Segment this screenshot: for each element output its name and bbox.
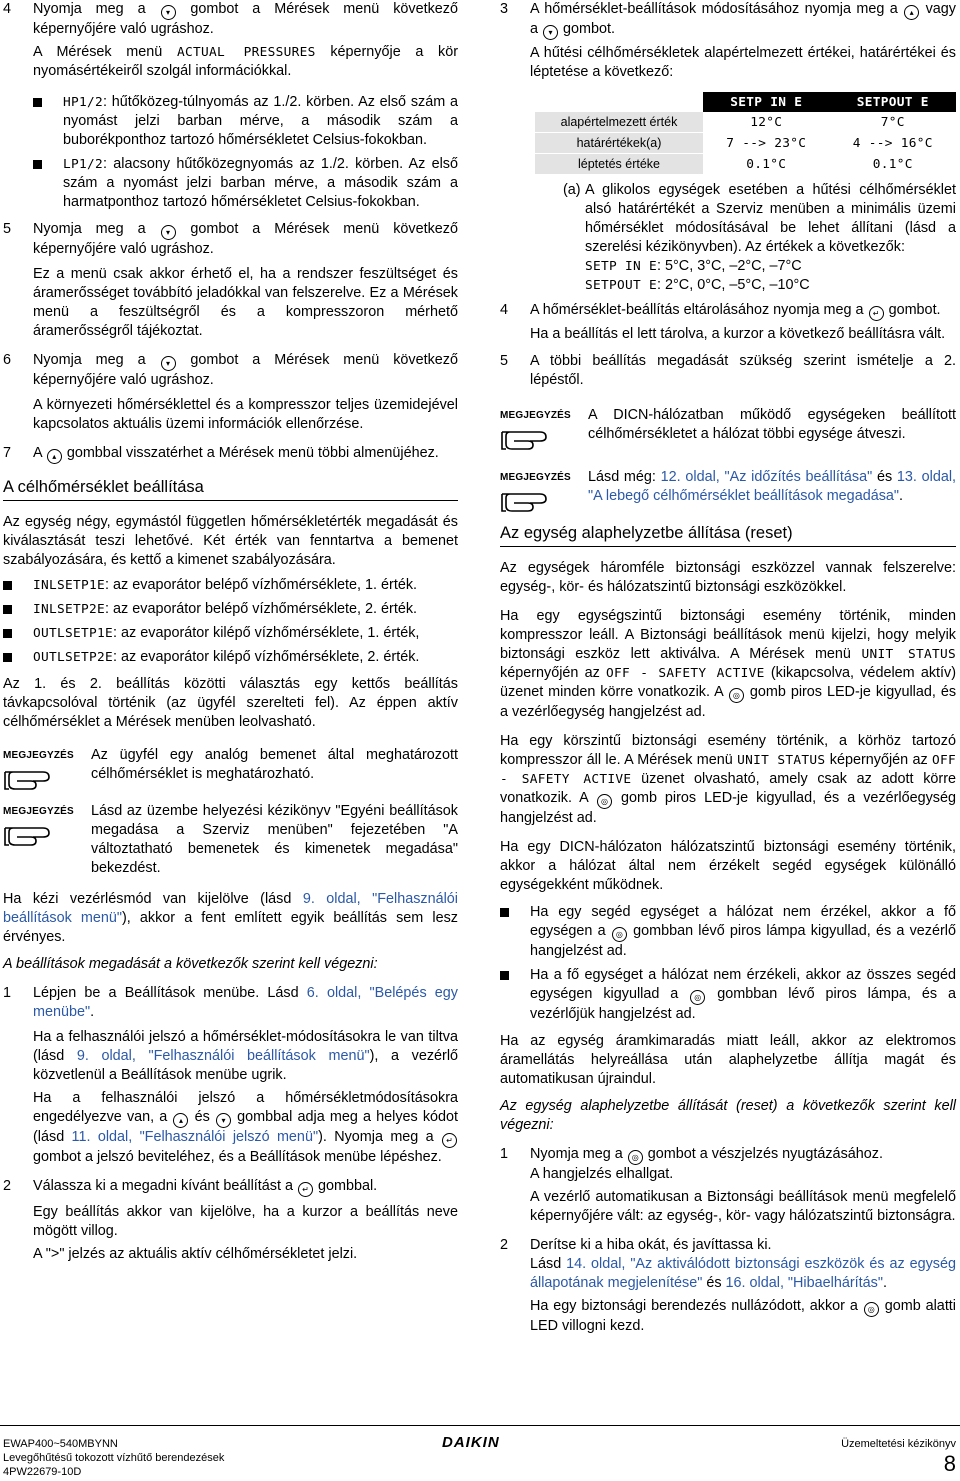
note-box: MEGJEGYZÉS A DICN-hálózatban működő egységeken beállított célhőmérsékletet a hálózat többi egysége átveszi.	[500, 406, 956, 450]
down-button-icon: ▾	[161, 225, 176, 240]
step-6: 6 Nyomja meg a ▾ gombot a Mérések menü következő képernyőjére való ugráshoz. A környezeti hőmérséklettel és a kompresszor teljes üzemidejével kapcsolatos aktuális üzemi információk ellenőrzése.	[3, 352, 458, 432]
step-5: 5 Nyomja meg a ▾ gombot a Mérések menü következő képernyőjére való ugráshoz. Ez a menü csak akkor érhető el, ha a rendszer feszültséget és áramerősséget továbbító jeladókkal van felszerelve. Ez a Mérések menü a feszültségről és a kompresszoron mérhető áramerősségről tájékoztat.	[3, 221, 458, 339]
reset-step-1: 1 Nyomja meg a ◎ gombot a vészjelzés nyugtázásához. A hangjelzés elhallgat. A vezérlő automatikusan a Biztonsági beállítások menü megfelelő képernyőjére vált: az egység-, kör- vagy hálózatszintű biztonságra.	[500, 1146, 956, 1224]
bullet-icon	[500, 908, 509, 917]
note-box: MEGJEGYZÉS Lásd még: 12. oldal, "Az időzítés beállítása" és 13. oldal, "A lebegő célhőmérséklet beállítások megadása".	[500, 468, 956, 512]
setp-bullet: OUTLSETP2E: az evaporátor kilépő vízhőmérséklete, 2. érték.	[3, 648, 458, 667]
down-button-icon: ▾	[161, 5, 176, 20]
network-bullet: Ha egy segéd egységet a hálózat nem érzékel, akkor a fő egységen a ◎ gombban lévő piros lámpa kigyullad, és a vezérlő hangjelzést ad.	[500, 903, 956, 961]
bullet-icon	[500, 971, 509, 980]
bullet-icon	[3, 629, 12, 638]
alarm-button-icon: ◎	[690, 990, 705, 1005]
daikin-logo: DAIKIN	[442, 1434, 500, 1451]
section-heading-reset: Az egység alaphelyzetbe állítása (reset)	[500, 524, 956, 547]
step-4: 4 Nyomja meg a ▾ gombot a Mérések menü következő képernyőjére való ugráshoz.	[3, 1, 458, 37]
alarm-button-icon: ◎	[864, 1302, 879, 1317]
bullet-icon	[33, 160, 42, 169]
footer-left: EWAP400~540MBYNN Levegőhűtésű tokozott vízhűtő berendezések 4PW22679-10D	[3, 1438, 225, 1478]
setting-step-2: 2 Válassza ki a megadni kívánt beállítást a ↵ gombbal. Egy beállítás akkor van kijelölve, ha a kurzor a beállítás neve mögött villog. A ">" jelzés az aktuális aktív célhőmérsékletet jelzi.	[3, 1178, 458, 1262]
step-7: 7 A ▴ gombbal visszatérhet a Mérések menü többi almenüjéhez.	[3, 444, 458, 464]
link-troubleshooting[interactable]: 16. oldal, "Hibaelhárítás"	[725, 1275, 883, 1291]
step-5: 5 A többi beállítás megadását szükség szerint ismételje a 2. lépéstől.	[500, 353, 956, 388]
hp-bullet: HP1/2: hűtőközeg-túlnyomás az 1./2. körben. Az első szám a nyomást jelzi barban mérve, a második szám a buborékponthoz tartozó hőmérsékletet Celsius-fokokban.	[33, 93, 458, 150]
note-box: MEGJEGYZÉS Lásd az üzembe helyezési kézikönyv "Egyéni beállítások megadása a Szerviz menüben" fejezetében "A változtatható bemenetek és kimenetek megadása" bekezdést.	[3, 803, 458, 876]
bullet-icon	[3, 653, 12, 662]
down-button-icon: ▾	[216, 1113, 231, 1128]
left-column: 4 Nyomja meg a ▾ gombot a Mérések menü következő képernyőjére való ugráshoz. A Mérések menü ACTUAL PRESSURES képernyője a kör nyomásértékeiről szolgál információkkal. HP1/2: hűtőközeg-túlnyomás az 1./2. körben. Az első szám a nyomást jelzi barban mérve, a második szám a buborékponthoz tartozó hőmérsékletet Celsius-fokokban. LP1/2: alacsony hűtőközegnyomás az 1./2. körben. Az első szám a nyomást jelzi barban mérve, a második szám a harmatponthoz tartozó hőmérsékletet Celsius-fokokban. 5 Nyomja meg a ▾ gombot a Mérések menü következő képernyőjére való ugráshoz. Ez a menü csak akkor érhető el, ha a rendszer feszültséget és áramerősséget továbbító jeladókkal van felszerelve. Ez a Mérések menü a feszültségről és a kompresszoron mérhető áramerősségről tájékoztat. 6 Nyomja meg a ▾ gombot a Mérések menü következő képernyőjére való ugráshoz. A környezeti hőmérséklettel és a kompresszor teljes üzemidejével kapcsolatos aktuális üzemi információk ellenőrzése. 7 A ▴ gombbal visszatérhet a Mérések menü többi almenüjéhez. A célhőmérséklet beállítása Az egység négy, egymástól független hőmérsékletérték megadását és kiválasztását teszi lehetővé. Két érték van fenntartva a bemenet szabályozására, és kettő a kimenet szabályozására. INLSETP1E: az evaporátor belépő vízhőmérséklete, 1. érték. INLSETP2E: az evaporátor belépő vízhőmérséklete, 2. érték. OUTLSETP1E: az evaporátor kilépő vízhőmérséklete, 1. érték, OUTLSETP2E: az evaporátor kilépő vízhőmérséklete, 2. érték. Az 1. és 2. beállítás közötti választás egy kettős beállítás távkapcsolóval történik (az ügyfél szerelteti fel). Az éppen aktív célhőmérséklet a Mérések menüben leolvasható. MEGJEGYZÉS Az ügyfél egy analóg bemenet által meghatározott célhőmérséklet is meghatározható. MEGJEGYZÉS Lásd az üzembe helyezési kézikönyv "Egyéni beállítások megadása a Szerviz menüben" fejezetében "A változtatható bemenetek és kimenetek megadása" bekezdést. Ha kézi vezérlésmód van kijelölve (lásd 9. oldal, "Felhasználói beállítások menü"), akkor a fent említett egyik beállítás sem lesz érvényes. A beállítások megadását a következők szerint kell végezni: 1 Lépjen be a Beállítások menübe. Lásd 6. oldal, "Belépés egy menübe". Ha a felhasználói jelszó a hőmérséklet-módosításokra le van tiltva (lásd 9. oldal, "Felhasználói beállítások menü"), a vezérlő közvetlenül a Beállítások menübe ugrik. Ha a felhasználói jelszó a hőmérsékletmódosításokra engedélyezve van, a ▴ és ▾ gombbal adja meg a helyes kódot (lásd 11. oldal, "Felhasználói jelszó menü"). Nyomja meg a ↵ gombot a jelszó beviteléhez, és a Beállítások menübe lépéshez. 2 Válassza ki a megadni kívánt beállítást a ↵ gombbal. Egy beállítás akkor van kijelölve, ha a kurzor a beállítás neve mögött villog. A ">" jelzés az aktuális aktív célhőmérsékletet jelzi.	[3, 1, 459, 1262]
down-button-icon: ▾	[543, 25, 558, 40]
table-row: léptetés értéke 0.1°C 0.1°C	[535, 154, 956, 175]
link-timer-settings[interactable]: 12. oldal, "Az időzítés beállítása"	[660, 469, 873, 485]
lp-bullet: LP1/2: alacsony hűtőközegnyomás az 1./2. körben. Az első szám a nyomást jelzi barban mérve, a második szám a harmatponthoz tartozó hőmérsékletet Celsius-fokokban.	[33, 155, 458, 212]
pointing-hand-icon	[3, 768, 59, 794]
up-button-icon: ▴	[173, 1113, 188, 1128]
bullet-icon	[3, 581, 12, 590]
setp-bullet: INLSETP1E: az evaporátor belépő vízhőmérséklete, 1. érték.	[3, 576, 458, 595]
setpoint-table	[535, 92, 956, 175]
enter-button-icon: ↵	[869, 306, 884, 321]
note-box: MEGJEGYZÉS Az ügyfél egy analóg bemenet által meghatározott célhőmérséklet is meghatározható.	[3, 746, 458, 790]
enter-button-icon: ↵	[442, 1133, 457, 1148]
bullet-icon	[3, 605, 12, 614]
table-header-row: SETP IN E SETPOUT E	[535, 92, 956, 112]
step-4: 4 A hőmérséklet-beállítás eltárolásához nyomja meg a ↵ gombot. Ha a beállítás el lett tárolva, a kurzor a következő beállításra vált.	[500, 302, 946, 342]
alarm-button-icon: ◎	[597, 794, 612, 809]
link-user-settings[interactable]: 9. oldal, "Felhasználói beállítások menü"	[3, 891, 459, 926]
setp-bullet: INLSETP2E: az evaporátor belépő vízhőmérséklete, 2. érték.	[3, 600, 458, 619]
alarm-button-icon: ◎	[729, 688, 744, 703]
link-user-settings[interactable]: 9. oldal, "Felhasználói beállítások menü"	[76, 1048, 370, 1064]
footer-rule	[0, 1425, 960, 1426]
table-footnote: (a) A glikolos egységek esetében a hűtési célhőmérséklet alsó határértékét a Szerviz menüben a minimális üzemi hőmérséklet módosításával be lehet állítani (lásd a szerelési kézikönyvben). Az értékek a következők: SETP IN E: 5°C, 3°C, –2°C, –7°C SETPOUT E: 2°C, 0°C, –5°C, –10°C	[563, 182, 956, 293]
alarm-button-icon: ◎	[628, 1150, 643, 1165]
step-4-para: A Mérések menü ACTUAL PRESSURES képernyője a kör nyomásértékeiről szolgál információkkal.	[33, 44, 458, 79]
pointing-hand-icon	[3, 824, 59, 850]
pointing-hand-icon	[500, 490, 556, 516]
table-row: határértékek(a) 7 --> 23°C 4 --> 16°C	[535, 133, 956, 154]
page-number: 8	[943, 1451, 956, 1476]
link-user-password[interactable]: 11. oldal, "Felhasználói jelszó menü"	[71, 1129, 319, 1145]
up-button-icon: ▴	[47, 449, 62, 464]
alarm-button-icon: ◎	[612, 927, 627, 942]
network-bullet: Ha a fő egységet a hálózat nem érzékeli, akkor az összes segéd egységen kigyullad a ◎ gombban lévő piros lámpa, és a vezérlőjük hangjelzést ad.	[500, 966, 956, 1024]
right-column: 3 A hőmérséklet-beállítások módosításához nyomja meg a ▴ vagy a ▾ gombot. A hűtési célhőmérsékletek alapértelmezett értékei, határértékei és léptetése a következő: SETP IN E SETPOUT E alapértelmezett érték 12°C 7°C határértékek(a) 7 --> 23°C 4 --> 16°C léptetés értéke 0.1°C 0.1°C (a) A glikolos egységek esetében a hűtési célhőmérséklet alsó határértékét a Szerviz menüben a minimális üzemi hőmérséklet módosításával be lehet állítani (lásd a szerelési kézikönyvben). Az értékek a következők: SETP IN E: 5°C, 3°C, –2°C, –7°C SETPOUT E: 2°C, 0°C, –5°C, –10°C 4 A hőmérséklet-beállítás eltárolásához nyomja meg a ↵ gombot. Ha a beállítás el lett tárolva, a kurzor a következő beállításra vált. 5 A többi beállítás megadását szükség szerint ismételje a 2. lépéstől. MEGJEGYZÉS A DICN-hálózatban működő egységeken beállított célhőmérsékletet a hálózat többi egysége átveszi. MEGJEGYZÉS Lásd még: 12. oldal, "Az időzítés beállítása" és 13. oldal, "A lebegő célhőmérséklet beállítások megadása". Az egység alaphelyzetbe állítása (reset) Az egységek háromféle biztonsági eszközzel vannak felszerelve: egység-, kör- és hálózatszintű biztonsági eszközökkel. Ha egy egységszintű biztonsági esemény történik, minden kompresszor leáll. A Biztonsági beállítások menü kijelzi, hogy melyik biztonsági eszköz lett aktiválva. A Mérések menü UNIT STATUS képernyőjén az OFF - SAFETY ACTIVE (kikapcsolva, védelem aktív) üzenet minden körre vonatkozik. A ◎ gomb piros LED-je kigyullad, és a vezérlőegység hangjelzést ad. Ha egy körszintű biztonsági esemény történik, a körhöz tartozó kompresszor áll le. A Mérések menü UNIT STATUS képernyőjén az OFF - SAFETY ACTIVE üzenet olvasható, amely csak az adott körre vonatkozik. A ◎ gomb piros LED-je kigyullad, és a vezérlőegység hangjelzést ad. Ha egy DICN-hálózaton hálózatszintű biztonsági esemény történik, akkor a hálózat által nem érzékelt segéd egységek különálló egységekként működnek. Ha egy segéd egységet a hálózat nem érzékel, akkor a fő egységen a ◎ gombban lévő piros lámpa kigyullad, és a vezérlő hangjelzést ad. Ha a fő egységet a hálózat nem érzékeli, akkor az összes segéd egységen kigyullad a ◎ gombban lévő piros lámpa, és a vezérlőjük hangjelzést ad. Ha az egység áramkimaradás miatt leáll, akkor az elektromos áramellátás helyreállása után alaphelyzetbe állítja magát és automatikusan újraindul. Az egység alaphelyzetbe állítását (reset) a következők szerint kell végezni: 1 Nyomja meg a ◎ gombot a vészjelzés nyugtázásához. A hangjelzés elhallgat. A vezérlő automatikusan a Biztonsági beállítások menü megfelelő képernyőjére vált: az egység-, kör- vagy hálózatszintű biztonságra. 2 Derítse ki a hiba okát, és javíttassa ki. Lásd 14. oldal, "Az aktiválódott biztonsági eszközök és az egység állapotának megjelenítése" és 16. oldal, "Hibaelhárítás". Ha egy biztonsági berendezés nullázódott, akkor a ◎ gomb alatti LED villogni kezd.	[500, 1, 957, 1334]
table-row: alapértelmezett érték 12°C 7°C	[535, 112, 956, 133]
link-enter-menu[interactable]: 6. oldal, "Belépés egy menübe"	[33, 985, 458, 1020]
setting-step-1: 1 Lépjen be a Beállítások menübe. Lásd 6. oldal, "Belépés egy menübe". Ha a felhasználói jelszó a hőmérséklet-módosításokra le van tiltva (lásd 9. oldal, "Felhasználói beállítások menü"), a vezérlő közvetlenül a Beállítások menübe ugrik. Ha a felhasználói jelszó a hőmérsékletmódosításokra engedélyezve van, a ▴ és ▾ gombbal adja meg a helyes kódot (lásd 11. oldal, "Felhasználói jelszó menü"). Nyomja meg a ↵ gombot a jelszó beviteléhez, és a Beállítások menübe lépéshez.	[3, 985, 459, 1165]
down-button-icon: ▾	[161, 356, 176, 371]
link-floating-setpoint[interactable]: 13. oldal, "A lebegő célhőmérséklet beállítások megadása"	[588, 469, 957, 504]
manual-title: Üzemeltetési kézikönyv	[841, 1438, 956, 1450]
enter-button-icon: ↵	[298, 1182, 313, 1197]
setp-bullet: OUTLSETP1E: az evaporátor kilépő vízhőmérséklete, 1. érték,	[3, 624, 458, 643]
pointing-hand-icon	[500, 428, 556, 454]
bullet-icon	[33, 98, 42, 107]
up-button-icon: ▴	[904, 5, 919, 20]
step-3: 3 A hőmérséklet-beállítások módosításához nyomja meg a ▴ vagy a ▾ gombot. A hűtési célhőmérsékletek alapértelmezett értékei, határértékei és léptetése a következő:	[500, 1, 956, 80]
reset-step-2: 2 Derítse ki a hiba okát, és javíttassa ki. Lásd 14. oldal, "Az aktiválódott biztonsági eszközök és az egység állapotának megjelenítése" és 16. oldal, "Hibaelhárítás". Ha egy biztonsági berendezés nullázódott, akkor a ◎ gomb alatti LED villogni kezd.	[500, 1237, 957, 1334]
section-heading-target: A célhőmérséklet beállítása	[3, 478, 458, 501]
link-safety-status[interactable]: 14. oldal, "Az aktiválódott biztonsági eszközök és az egység állapotának megjelenítése"	[530, 1256, 956, 1291]
